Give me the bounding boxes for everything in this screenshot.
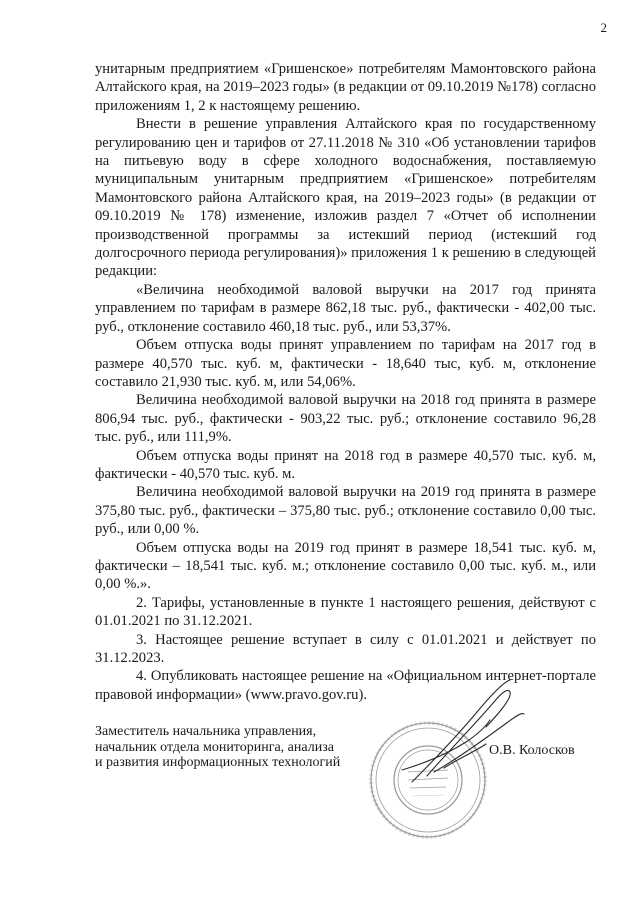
paragraph-1: Внести в решение управления Алтайского края по государственному регулированию цен и тарифов от 27.11.2018 № 310 «Об установлении тарифов на питьевую воду в сфере холодного водоснабжения, поставляемую муниципальным унитарным предприятием «Гришенское» потребителям Мамонтовского района Алтайского края, на 2019–2023 годы» (в редакции от 09.10.2019 № 178) изменение, изложив раздел 7 «Отчет об исполнении производственной программы за истекший период (истекший год долгосрочного периода регулирования)» приложения 1 к решению в следующей редакции: [95,116,596,280]
handwritten-signature [382,672,532,792]
position-line-2: начальник отдела мониторинга, анализа [95,739,334,755]
position-line-3: и развития информационных технологий [95,755,341,770]
paragraph-4: Величина необходимой валовой выручки на 2018 год принята в размере 806,94 тыс. руб., фактически - 903,22 тыс. руб.; отклонение составило 96,28 тыс. руб., или 111,9%. [95,392,596,446]
paragraph-0: унитарным предприятием «Гришенское» потребителям Мамонтовского района Алтайского края, на 2019–2023 годы» (в редакции от 09.10.2019 №178) согласно приложениям 1, 2 к настоящему решению. [95,61,596,114]
paragraph-8: 2. Тарифы, установленные в пункте 1 настоящего решения, действуют с 01.01.2021 по 31.12.2021. [95,594,596,630]
page-number: 2 [600,20,607,35]
position-line-1: Заместитель начальника управления, [95,724,317,739]
paragraph-3: Объем отпуска воды принят управлением по тарифам на 2017 год в размере 40,570 тыс. куб. м, фактически - 18,640 тыс, куб. м, отклонение составило 21,930 тыс. куб. м, или 54,06%. [95,337,596,390]
document-body [95,60,596,704]
paragraph-5: Объем отпуска воды принят на 2018 год в размере 40,570 тыс. куб. м, фактически - 40,570 тыс. куб. м. [95,447,596,482]
paragraph-10: 4. Опубликовать настоящее решение на «Официальном интернет-портале правовой информации» (www.pravo.gov.ru). [95,668,596,703]
signatory-name: О.В. Колосков [489,743,575,758]
paragraph-6: Величина необходимой валовой выручки на 2019 год принята в размере 375,80 тыс. руб., фактически – 375,80 тыс. руб.; отклонение составило 0,00 тыс. руб., или 0,00 %. [95,484,596,538]
paragraph-2: «Величина необходимой валовой выручки на 2017 год принята управлением по тарифам в размере 862,18 тыс. руб., фактически - 402,00 тыс. руб., отклонение составило 460,18 тыс. руб., или 53,37%. [95,281,596,335]
paragraph-7: Объем отпуска воды на 2019 год принят в размере 18,541 тыс. куб. м, фактически – 18,541 тыс. куб. м.; отклонение составило 0,00 тыс. куб. м., или 0,00 %.». [95,539,596,593]
paragraph-9: 3. Настоящее решение вступает в силу с 01.01.2021 и действует по 31.12.2023. [95,631,596,666]
signatory-position [95,724,340,771]
